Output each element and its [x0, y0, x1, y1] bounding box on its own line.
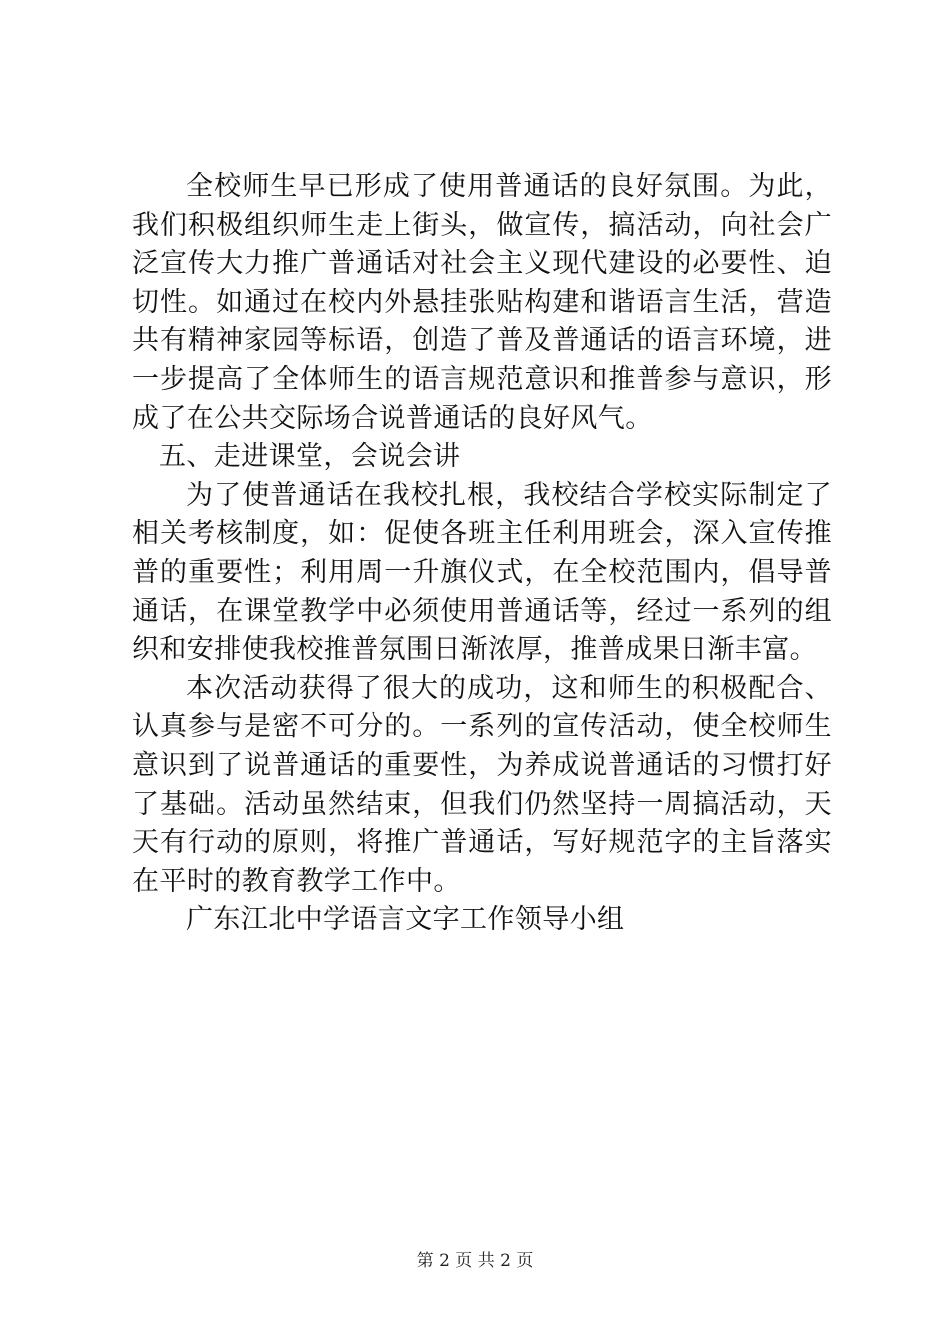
- document-body: [132, 168, 832, 940]
- paragraph-classroom-rules: 为了使普通话在我校扎根，我校结合学校实际制定了相关考核制度，如：促使各班主任利用班会，深入宣传推普的重要性；利用周一升旗仪式，在全校范围内，倡导普通话，在课堂教学中必须使用普通话等，经过一系列的组织和安排使我校推普氛围日渐浓厚，推普成果日渐丰富。: [132, 479, 832, 666]
- section-heading: 五、走进课堂，会说会讲: [159, 441, 461, 473]
- page-number-footer: 第 2 页 共 2 页: [416, 1251, 534, 1271]
- paragraph-promotion-atmosphere: 全校师生早已形成了使用普通话的良好氛围。为此，我们积极组织师生走上街头，做宣传，搞活动，向社会广泛宣传大力推广普通话对社会主义现代建设的必要性、迫切性。如通过在校内外悬挂张贴构建和谐语言生活，营造共有精神家园等标语，创造了普及普通话的语言环境，进一步提高了全体师生的语言规范意识和推普参与意识，形成了在公共交际场合说普通话的良好风气。: [132, 171, 832, 434]
- signature-line: 广东江北中学语言文字工作领导小组: [186, 904, 625, 936]
- paragraph-activity-summary: 本次活动获得了很大的成功，这和师生的积极配合、认真参与是密不可分的。一系列的宣传活动，使全校师生意识到了说普通话的重要性，为养成说普通话的习惯打好了基础。活动虽然结束，但我们仍然坚持一周搞活动，天天有行动的原则，将推广普通话，写好规范字的主旨落实在平时的教育教学工作中。: [132, 672, 832, 897]
